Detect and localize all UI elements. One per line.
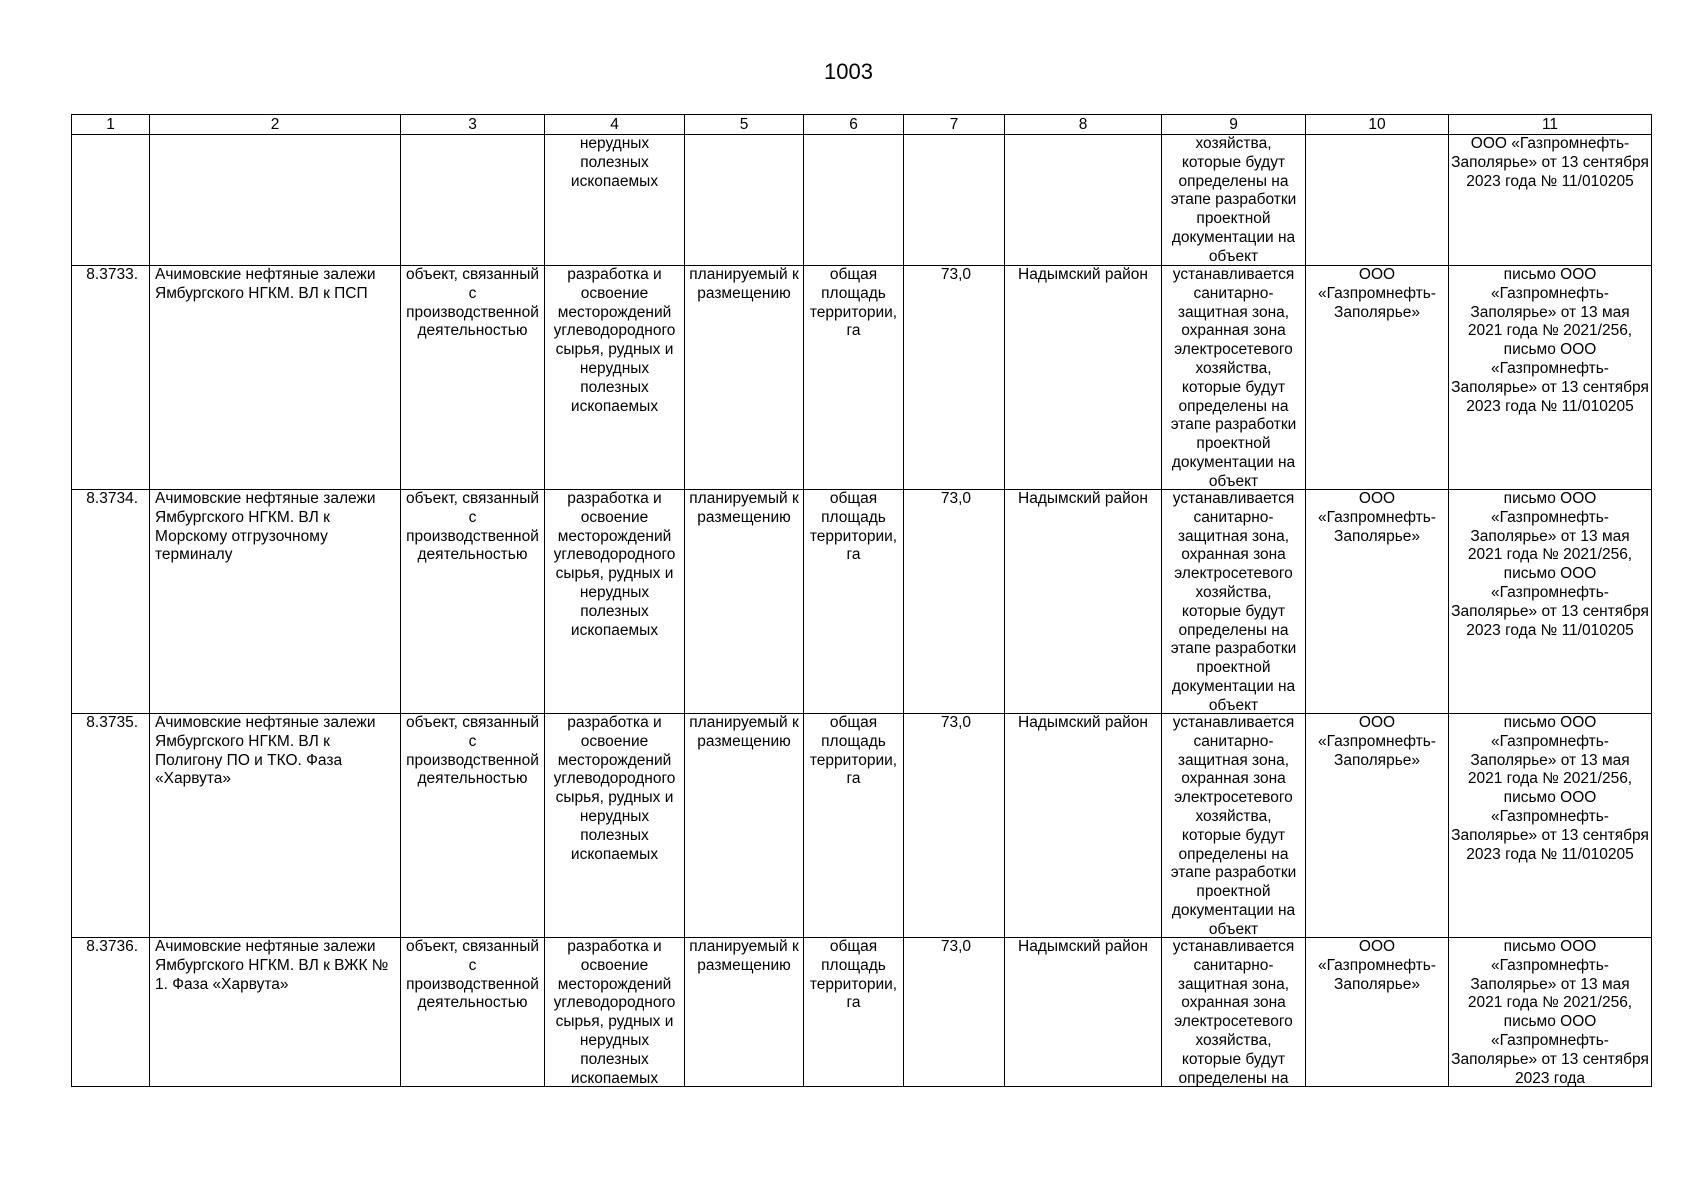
cell-zones: устанавливается санитарно-защитная зона, охранная зона электросетевого хозяйства, которые будут определены на [1162, 938, 1306, 1087]
column-header: 8 [1005, 115, 1162, 135]
column-header: 5 [685, 115, 804, 135]
cell-number: 8.3736. [72, 938, 150, 1087]
cell-zones: устанавливается санитарно-защитная зона, охранная зона электросетевого хозяйства, которые будут определены на этапе разработки проектной документации на объект [1162, 714, 1306, 938]
cell-area: 73,0 [904, 714, 1005, 938]
cell-basis: письмо ООО «Газпромнефть-Заполярье» от 13 мая 2021 года № 2021/256, письмо ООО «Газпромнефть-Заполярье» от 13 сентября 2023 года № 11/010205 [1449, 266, 1652, 490]
cell-measure: общая площадь территории, га [804, 266, 904, 490]
cell-district: Надымский район [1005, 266, 1162, 490]
table-row [72, 714, 1652, 938]
cell-status: планируемый к размещению [685, 266, 804, 490]
cell-purpose: разработка и освоение месторождений углеводородного сырья, рудных и нерудных полезных ископаемых [545, 266, 685, 490]
cell-object-type: объект, связанный с производственной деятельностью [401, 266, 545, 490]
cell-status: планируемый к размещению [685, 714, 804, 938]
column-header: 10 [1306, 115, 1449, 135]
table-row [72, 938, 1652, 1087]
cell-basis: письмо ООО «Газпромнефть-Заполярье» от 13 мая 2021 года № 2021/256, письмо ООО «Газпромнефть-Заполярье» от 13 сентября 2023 года № 11/010205 [1449, 714, 1652, 938]
column-header: 4 [545, 115, 685, 135]
cell-status: планируемый к размещению [685, 938, 804, 1087]
column-header: 3 [401, 115, 545, 135]
continuation-row [72, 135, 1652, 266]
cell-empty [904, 135, 1005, 266]
cell-basis: письмо ООО «Газпромнефть-Заполярье» от 13 мая 2021 года № 2021/256, письмо ООО «Газпромнефть-Заполярье» от 13 сентября 2023 года [1449, 938, 1652, 1087]
column-header: 11 [1449, 115, 1652, 135]
cell-district: Надымский район [1005, 490, 1162, 714]
column-header: 6 [804, 115, 904, 135]
cell-empty [804, 135, 904, 266]
cell-object-type: объект, связанный с производственной деятельностью [401, 714, 545, 938]
column-number-row [72, 115, 1652, 135]
cell-purpose: разработка и освоение месторождений углеводородного сырья, рудных и нерудных полезных ископаемых [545, 938, 685, 1087]
cell-purpose: разработка и освоение месторождений углеводородного сырья, рудных и нерудных полезных ископаемых [545, 714, 685, 938]
column-header: 2 [150, 115, 401, 135]
cell-empty [1005, 135, 1162, 266]
cell-empty [1306, 135, 1449, 266]
cell-district: Надымский район [1005, 714, 1162, 938]
cell-number: 8.3734. [72, 490, 150, 714]
cell-object-type: объект, связанный с производственной деятельностью [401, 490, 545, 714]
page-number: 1003 [824, 59, 873, 84]
cell-owner: ООО «Газпромнефть-Заполярье» [1306, 714, 1449, 938]
cell-status: планируемый к размещению [685, 490, 804, 714]
cell-purpose: разработка и освоение месторождений углеводородного сырья, рудных и нерудных полезных ископаемых [545, 490, 685, 714]
cell-measure: общая площадь территории, га [804, 714, 904, 938]
cell-owner: ООО «Газпромнефть-Заполярье» [1306, 266, 1449, 490]
cell-basis: ООО «Газпромнефть-Заполярье» от 13 сентября 2023 года № 11/010205 [1449, 135, 1652, 266]
column-header: 1 [72, 115, 150, 135]
cell-owner: ООО «Газпромнефть-Заполярье» [1306, 490, 1449, 714]
cell-object-name: Ачимовские нефтяные залежи Ямбургского НГКМ. ВЛ к Полигону ПО и ТКО. Фаза «Харвута» [150, 714, 401, 938]
cell-measure: общая площадь территории, га [804, 490, 904, 714]
table-row [72, 266, 1652, 490]
cell-area: 73,0 [904, 938, 1005, 1087]
cell-empty [685, 135, 804, 266]
cell-object-name: Ачимовские нефтяные залежи Ямбургского НГКМ. ВЛ к ПСП [150, 266, 401, 490]
cell-area: 73,0 [904, 266, 1005, 490]
cell-owner: ООО «Газпромнефть-Заполярье» [1306, 938, 1449, 1087]
cell-zones: хозяйства, которые будут определены на этапе разработки проектной документации на объект [1162, 135, 1306, 266]
cell-measure: общая площадь территории, га [804, 938, 904, 1087]
column-header: 9 [1162, 115, 1306, 135]
cell-area: 73,0 [904, 490, 1005, 714]
cell-zones: устанавливается санитарно-защитная зона, охранная зона электросетевого хозяйства, которые будут определены на этапе разработки проектной документации на объект [1162, 266, 1306, 490]
cell-purpose: нерудных полезных ископаемых [545, 135, 685, 266]
cell-object-name: Ачимовские нефтяные залежи Ямбургского НГКМ. ВЛ к Морскому отгрузочному терминалу [150, 490, 401, 714]
cell-object-type: объект, связанный с производственной деятельностью [401, 938, 545, 1087]
cell-empty [72, 135, 150, 266]
cell-zones: устанавливается санитарно-защитная зона, охранная зона электросетевого хозяйства, которые будут определены на этапе разработки проектной документации на объект [1162, 490, 1306, 714]
cell-empty [150, 135, 401, 266]
table-row [72, 490, 1652, 714]
cell-object-name: Ачимовские нефтяные залежи Ямбургского НГКМ. ВЛ к ВЖК № 1. Фаза «Харвута» [150, 938, 401, 1087]
registry-table [71, 114, 1652, 1087]
column-header: 7 [904, 115, 1005, 135]
cell-basis: письмо ООО «Газпромнефть-Заполярье» от 13 мая 2021 года № 2021/256, письмо ООО «Газпромнефть-Заполярье» от 13 сентября 2023 года № 11/010205 [1449, 490, 1652, 714]
cell-empty [401, 135, 545, 266]
cell-number: 8.3735. [72, 714, 150, 938]
cell-district: Надымский район [1005, 938, 1162, 1087]
cell-number: 8.3733. [72, 266, 150, 490]
